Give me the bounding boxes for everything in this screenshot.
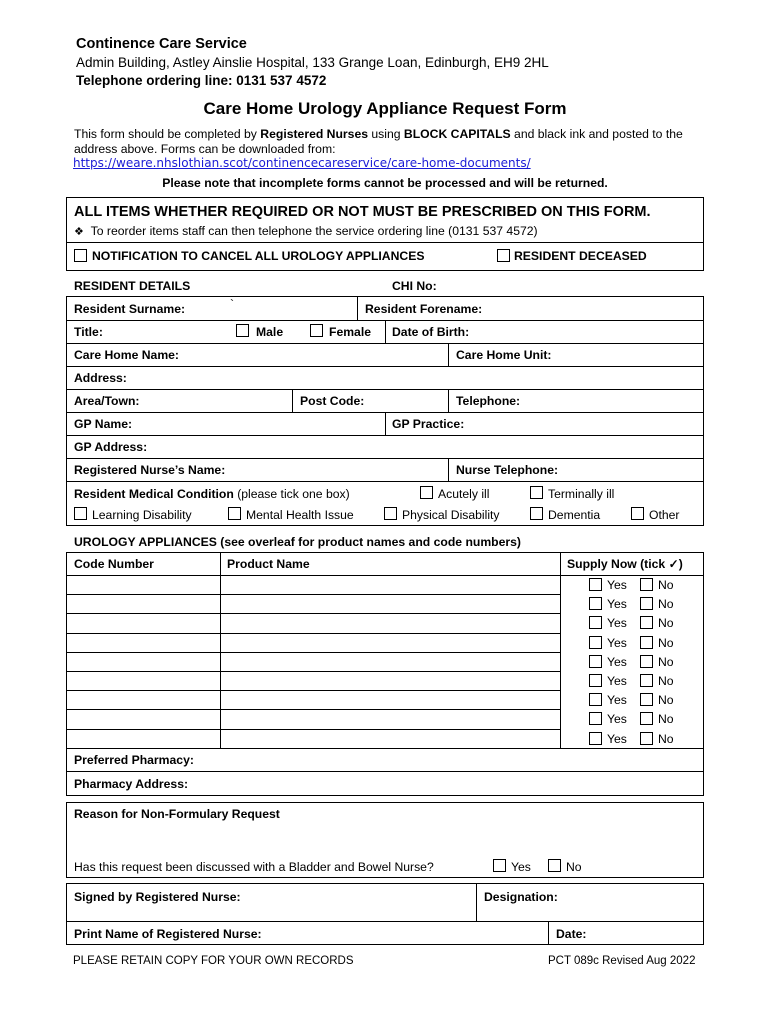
supply-no-label: No bbox=[658, 693, 674, 708]
supply-yes-checkbox[interactable] bbox=[589, 674, 602, 687]
dob-label: Date of Birth: bbox=[392, 325, 470, 339]
nurse-name-label: Registered Nurse’s Name: bbox=[74, 463, 226, 477]
deceased-label: RESIDENT DECEASED bbox=[514, 249, 647, 263]
appliances-heading: UROLOGY APPLIANCES (see overleaf for product names and code numbers) bbox=[74, 535, 521, 549]
learning-disability-label: Learning Disability bbox=[92, 508, 192, 522]
deceased-checkbox[interactable] bbox=[497, 249, 510, 262]
acutely-ill-checkbox[interactable] bbox=[420, 486, 433, 499]
form-reference: PCT 089c Revised Aug 2022 bbox=[548, 955, 696, 967]
discussed-question: Has this request been discussed with a Bladder and Bowel Nurse? bbox=[74, 860, 434, 874]
address-label: Address: bbox=[74, 371, 127, 385]
code-number-cell[interactable] bbox=[67, 614, 219, 631]
male-checkbox[interactable] bbox=[236, 324, 249, 337]
supply-yes-label: Yes bbox=[607, 674, 627, 688]
gp-name-label: GP Name: bbox=[74, 417, 133, 431]
female-label: Female bbox=[329, 325, 372, 339]
dementia-checkbox[interactable] bbox=[530, 507, 543, 520]
resident-details-heading: RESIDENT DETAILS bbox=[74, 279, 191, 293]
supply-yes-label: Yes bbox=[607, 635, 627, 650]
gp-practice-label: GP Practice: bbox=[392, 417, 465, 431]
supply-yes-label: Yes bbox=[607, 712, 627, 727]
supply-yes-label: Yes bbox=[607, 731, 627, 746]
code-number-cell[interactable] bbox=[67, 576, 219, 593]
mental-health-label: Mental Health Issue bbox=[246, 508, 354, 522]
supply-yes-checkbox[interactable] bbox=[589, 655, 602, 668]
code-number-cell[interactable] bbox=[67, 634, 219, 651]
supply-no-label: No bbox=[658, 712, 674, 727]
supply-now-header: Supply Now (tick ✓) bbox=[567, 557, 683, 571]
supply-no-checkbox[interactable] bbox=[640, 674, 653, 687]
discussed-yes-checkbox[interactable] bbox=[493, 859, 506, 872]
dementia-label: Dementia bbox=[548, 508, 601, 522]
supply-yes-label: Yes bbox=[607, 654, 627, 669]
reorder-note: ❖ To reorder items staff can then telephone the service ordering line (0131 537 4572) bbox=[74, 224, 538, 238]
download-link[interactable]: https://weare.nhslothian.scot/continencecareservice/care-home-documents/ bbox=[73, 156, 531, 170]
cancel-label: NOTIFICATION TO CANCEL ALL UROLOGY APPLIANCES bbox=[92, 249, 425, 263]
product-name-cell[interactable] bbox=[221, 672, 559, 689]
product-name-header: Product Name bbox=[227, 557, 310, 571]
service-telephone: Telephone ordering line: 0131 537 4572 bbox=[76, 73, 327, 88]
code-number-cell[interactable] bbox=[67, 672, 219, 689]
terminally-ill-label: Terminally ill bbox=[548, 487, 615, 501]
supply-no-checkbox[interactable] bbox=[640, 578, 653, 591]
print-name-label: Print Name of Registered Nurse: bbox=[74, 927, 262, 941]
supply-no-checkbox[interactable] bbox=[640, 732, 653, 745]
product-name-cell[interactable] bbox=[221, 710, 559, 727]
supply-yes-checkbox[interactable] bbox=[589, 712, 602, 725]
divider bbox=[66, 242, 704, 243]
supply-yes-checkbox[interactable] bbox=[589, 578, 602, 591]
product-name-cell[interactable] bbox=[221, 691, 559, 708]
supply-no-checkbox[interactable] bbox=[640, 597, 653, 610]
product-name-cell[interactable] bbox=[221, 595, 559, 612]
service-name: Continence Care Service bbox=[76, 36, 247, 52]
cancel-checkbox[interactable] bbox=[74, 249, 87, 262]
supply-no-label: No bbox=[658, 674, 674, 688]
supply-no-label: No bbox=[658, 731, 674, 746]
discussed-no-label: No bbox=[566, 860, 582, 874]
product-name-cell[interactable] bbox=[221, 730, 559, 747]
supply-no-checkbox[interactable] bbox=[640, 712, 653, 725]
gp-address-label: GP Address: bbox=[74, 440, 148, 454]
prescribed-notice: ALL ITEMS WHETHER REQUIRED OR NOT MUST BE PRESCRIBED ON THIS FORM. bbox=[74, 204, 651, 220]
product-name-cell[interactable] bbox=[221, 634, 559, 651]
surname-mark: ` bbox=[230, 297, 235, 311]
other-checkbox[interactable] bbox=[631, 507, 644, 520]
supply-yes-checkbox[interactable] bbox=[589, 693, 602, 706]
supply-yes-checkbox[interactable] bbox=[589, 636, 602, 649]
condition-label: Resident Medical Condition (please tick one box) bbox=[74, 487, 350, 501]
supply-no-checkbox[interactable] bbox=[640, 616, 653, 629]
supply-no-checkbox[interactable] bbox=[640, 636, 653, 649]
supply-yes-checkbox[interactable] bbox=[589, 597, 602, 610]
code-number-cell[interactable] bbox=[67, 653, 219, 670]
care-home-name-label: Care Home Name: bbox=[74, 348, 179, 362]
service-address: Admin Building, Astley Ainslie Hospital, 133 Grange Loan, Edinburgh, EH9 2HL bbox=[76, 55, 549, 70]
forename-label: Resident Forename: bbox=[365, 302, 483, 316]
chi-label: CHI No: bbox=[392, 279, 437, 293]
supply-yes-label: Yes bbox=[607, 597, 627, 612]
discussed-yes-label: Yes bbox=[511, 860, 531, 874]
physical-disability-checkbox[interactable] bbox=[384, 507, 397, 520]
terminally-ill-checkbox[interactable] bbox=[530, 486, 543, 499]
form-title: Care Home Urology Appliance Request Form bbox=[203, 99, 567, 118]
supply-yes-label: Yes bbox=[607, 616, 627, 631]
supply-no-checkbox[interactable] bbox=[640, 655, 653, 668]
care-home-unit-label: Care Home Unit: bbox=[456, 348, 552, 362]
supply-no-label: No bbox=[658, 597, 674, 612]
supply-no-label: No bbox=[658, 578, 674, 592]
learning-disability-checkbox[interactable] bbox=[74, 507, 87, 520]
male-label: Male bbox=[256, 325, 284, 339]
area-label: Area/Town: bbox=[74, 394, 140, 408]
other-label: Other bbox=[649, 508, 680, 522]
mental-health-checkbox[interactable] bbox=[228, 507, 241, 520]
acutely-ill-label: Acutely ill bbox=[438, 487, 490, 501]
date-label: Date: bbox=[556, 927, 587, 941]
supply-no-label: No bbox=[658, 635, 674, 650]
retain-copy-note: PLEASE RETAIN COPY FOR YOUR OWN RECORDS bbox=[73, 955, 354, 967]
supply-yes-label: Yes bbox=[607, 693, 627, 708]
supply-no-label: No bbox=[658, 616, 674, 631]
pharmacy-address-label: Pharmacy Address: bbox=[74, 777, 189, 791]
product-name-cell[interactable] bbox=[221, 576, 559, 593]
designation-label: Designation: bbox=[484, 890, 558, 904]
supply-yes-label: Yes bbox=[607, 578, 627, 592]
telephone-label: Telephone: bbox=[456, 394, 521, 408]
code-number-cell[interactable] bbox=[67, 691, 219, 708]
postcode-label: Post Code: bbox=[300, 394, 365, 408]
incomplete-note: Please note that incomplete forms cannot be processed and will be returned. bbox=[162, 176, 608, 190]
signed-label: Signed by Registered Nurse: bbox=[74, 890, 241, 904]
title-label: Title: bbox=[74, 325, 103, 339]
product-name-cell[interactable] bbox=[221, 653, 559, 670]
code-number-cell[interactable] bbox=[67, 730, 219, 747]
code-number-cell[interactable] bbox=[67, 710, 219, 727]
supply-yes-checkbox[interactable] bbox=[589, 732, 602, 745]
nurse-telephone-label: Nurse Telephone: bbox=[456, 463, 559, 477]
supply-no-label: No bbox=[658, 654, 674, 669]
code-number-header: Code Number bbox=[74, 557, 154, 571]
supply-no-checkbox[interactable] bbox=[640, 693, 653, 706]
reason-title: Reason for Non-Formulary Request bbox=[74, 807, 280, 821]
intro-text: This form should be completed by Registered Nurses using BLOCK CAPITALS and black ink and posted to the address above. Forms can be downloaded from: bbox=[74, 127, 683, 156]
product-name-cell[interactable] bbox=[221, 614, 559, 631]
code-number-cell[interactable] bbox=[67, 595, 219, 612]
physical-disability-label: Physical Disability bbox=[402, 508, 500, 522]
supply-yes-checkbox[interactable] bbox=[589, 616, 602, 629]
female-checkbox[interactable] bbox=[310, 324, 323, 337]
discussed-no-checkbox[interactable] bbox=[548, 859, 561, 872]
preferred-pharmacy-label: Preferred Pharmacy: bbox=[74, 753, 194, 767]
surname-label: Resident Surname: bbox=[74, 302, 186, 316]
